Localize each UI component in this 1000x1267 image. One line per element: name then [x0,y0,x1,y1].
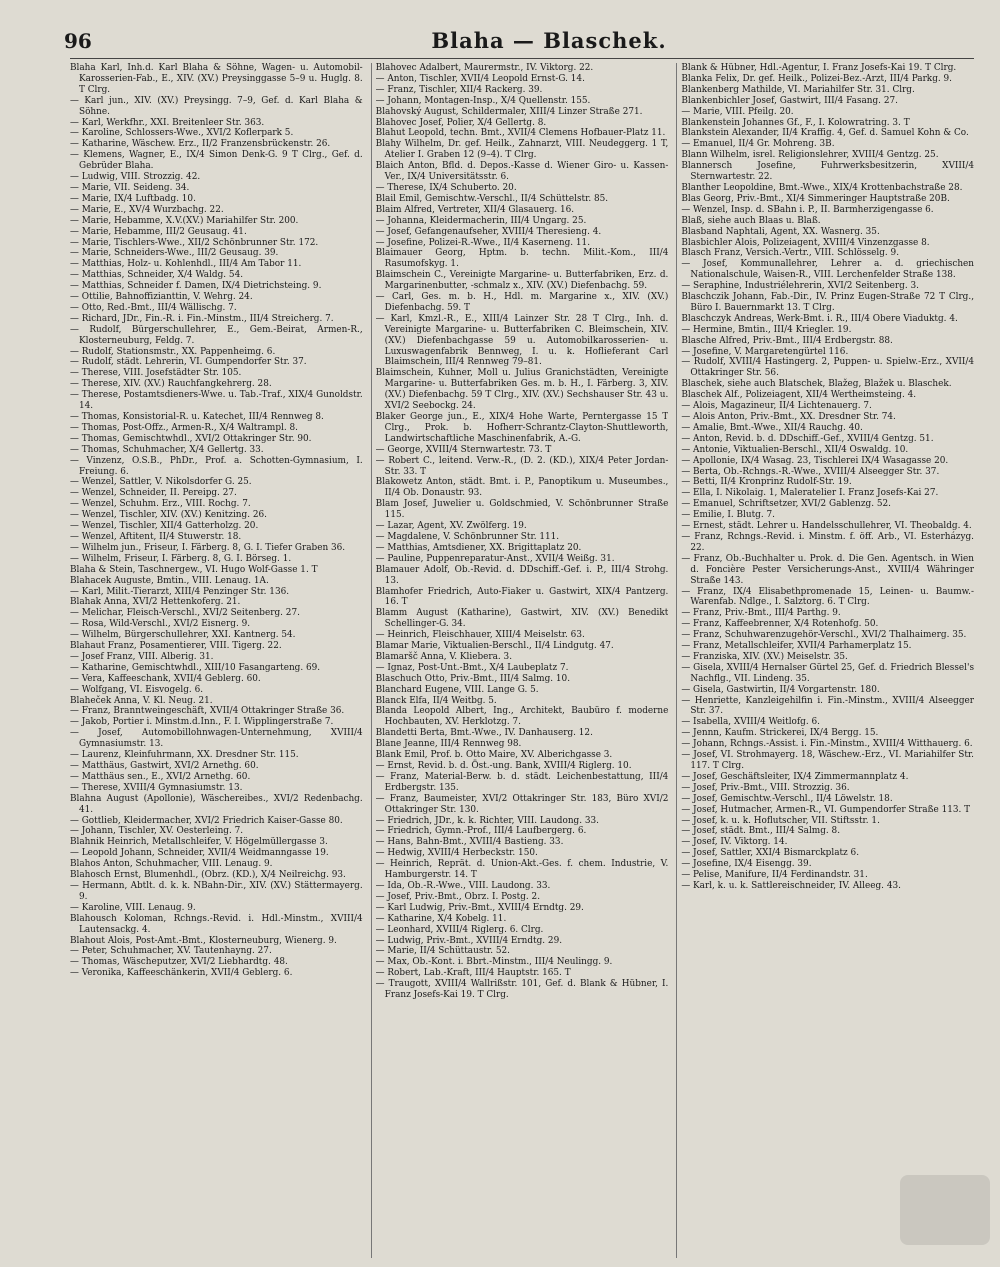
directory-entry: — Ernst, Revid. b. d. Öst.-ung. Bank, XVIII/4 Riglerg. 10. [375,761,632,771]
directory-entry: — Wenzel, Sattler, V. Nikolsdorfer G. 25. [70,477,252,488]
directory-entry: — Hermine, Bmtin., III/4 Kriegler. 19. [681,324,852,335]
directory-entry: — Josef, Hutmacher, Armen-R., VI. Gumpendorfer Straße 113. T [681,804,971,815]
directory-entry: — Josefine, Polizei-R.-Wwe., II/4 Kaserneng. 11. [375,237,591,248]
directory-entry: — Wenzel, Schuhm. Erz., VIII. Rochg. 7. [70,499,251,510]
directory-entry: Blankenstein Johannes Gf., F., I. Kolowratring. 3. T [681,117,910,128]
directory-entry: — Josefine, IX/4 Eisengg. 39. [681,859,812,870]
directory-entry: — Franz, Branntweingeschäft, XVII/4 Ottakringer Straße 36. [70,706,345,717]
directory-entry: — Wenzel, Schneider, II. Pereiрg. 27. [70,488,237,499]
directory-entry: Blank & Hübner, Hdl.-Agentur, I. Franz Josefs-Kai 19. T Clrg. [681,63,957,73]
directory-entry: — Traugott, XVIII/4 Wallrißstr. 101, Gef. d. Blank & Hübner, I. Franz Josefs-Kai 19. T Clrg. [375,979,669,1001]
directory-entry: Blamhofer Friedrich, Auto-Fiaker u. Gastwirt, XIX/4 Pantzerg. 16. T [375,586,669,608]
page-number: 96 [64,29,92,53]
directory-entry: — Thomas, Schuhmacher, X/4 Gellertg. 33. [70,444,264,455]
page-header [64,28,974,59]
directory-entry: — Katharine, X/4 Kobelg. 11. [375,913,507,924]
directory-entry: — Emanuel, II/4 Gr. Mohreng. 3B. [681,139,835,150]
directory-entry: Blaschuch Otto, Priv.-Bmt., III/4 Salmg. 10. [375,673,571,684]
directory-entry: Blahovský August, Schildermaler, XIII/4 Linzer Straße 271. [375,106,643,117]
directory-entry: — Richard, JDr., Fin.-R. i. Fin.-Minstm., III/4 Streicherg. 7. [70,313,334,324]
directory-entry: — Katharine, Gemischtwhdl., XIII/10 Fasangarteng. 69. [70,662,321,673]
directory-entry: — Josef, Kommunallehrer, Lehrer a. d. griechischen Nationalschule, Waisen-R., VIII. Lerchenfelder Straße 138. [681,259,975,281]
directory-entry: — Franz, Metallschleifer, XVII/4 Parhamerplatz 15. [681,641,912,652]
directory-entry: — Josef, Priv.-Bmt., VIII. Strozzig. 36. [681,782,850,793]
directory-entry: — Johann, Tischler, XV. Oesterleing. 7. [70,826,244,837]
directory-entry: — Alois, Magazineur, II/4 Lichtenauerg. 7. [681,401,872,412]
directory-entry: — Anton, Tischler, XVII/4 Leopold Ernst-G. 14. [375,73,585,84]
directory-entry: — Robert, Lab.-Kraft, III/4 Hauptstr. 165. T [375,968,571,979]
directory-entry: — Marie, Hebamme, III/2 Geusaug. 41. [70,226,247,237]
directory-entry: — Ernest, städt. Lehrer u. Handelsschullehrer, VI. Theobaldg. 4. [681,521,972,532]
directory-entry: — Karl, Werkfhr., XXI. Breitenleer Str. 363. [70,117,265,128]
directory-entry: — Seraphine, Industriélehrerin, XVI/2 Seitenberg. 3. [681,281,919,292]
directory-entry: — Wenzel, Insp. d. SBahn i. P., II. Barmherzigengasse 6. [681,204,934,215]
directory-entry: — Magdalene, V. Schönbrunner Str. 111. [375,531,560,542]
directory-entry: Blahovec Adalbert, Maurermstr., IV. Viktorg. 22. [375,63,594,73]
directory-entry: — Heinrich, Reprät. d. Union-Akt.-Ges. f. chem. Industrie, V. Hamburgerstr. 14. T [375,859,669,881]
directory-entry: — Josef, IV. Viktorg. 14. [681,837,788,848]
directory-entry: — Wolfgang, VI. Eisvogelg. 6. [70,684,204,695]
directory-entry: Blasband Naphtali, Agent, XX. Wasnerg. 35. [681,226,880,237]
directory-entry: Blahovec Josef, Polier, X/4 Gellertg. 8. [375,117,547,128]
directory-entry: — Josef, Gemischtw.-Verschl., II/4 Löwelstr. 18. [681,793,893,804]
directory-entry: — Isabella, XVIII/4 Weitlofg. 6. [681,717,820,728]
directory-entry: — Matthias, Schneider f. Damen, IX/4 Dietrichsteing. 9. [70,281,322,292]
directory-entry: — Johann, Montagen-Insp., X/4 Quellenstr. 155. [375,95,591,106]
directory-entry: — Jakob, Portier i. Minstm.d.Inn., F. I. Wipplingerstraße 7. [70,717,334,728]
directory-entry: — Vinzenz, O.S.B., PhDr., Prof. a. Schotten-Gymnasium, I. Freiung. 6. [70,455,363,477]
directory-entry: Blankstein Alexander, II/4 Kraffig. 4, Gef. d. Samuel Kohn & Co. [681,128,969,139]
directory-entry: — Rudolf, XVIII/4 Hastingerg. 2, Puppen- u. Spielw.-Erz., XVII/4 Ottakringer Str. 56. [681,357,975,379]
directory-entry: — Friedrich, Gymn.-Prof., III/4 Laufbergerg. 6. [375,826,587,837]
directory-entry: Blaschek Alf., Polizeiagent, XII/4 Wertheimsteing. 4. [681,390,917,401]
directory-entry: — Karl, k. u. k. Sattlereischneider, IV. Alleeg. 43. [681,880,901,891]
directory-entry: Blanck Elfa, II/4 Weitbg. 5. [375,695,497,706]
directory-entry: Blahaut Franz, Posamentierer, VIII. Tigerg. 22. [70,641,282,652]
directory-entry: — Anton, Revid. b. d. DDschiff.-Gef., XVIII/4 Gentzg. 51. [681,433,934,444]
directory-entry: — Rudolf, städt. Lehrerin, VI. Gumpendorfer Str. 37. [70,357,307,368]
directory-entry: Blahy Wilhelm, Dr. gef. Heilk., Zahnarzt, VIII. Neudeggerg. 1 T, Atelier I. Graben 12 (9–4). T Clrg. [375,139,669,161]
column-middle [371,63,669,1258]
directory-entry: Blann Wilhelm, isrel. Religionslehrer, XVIII/4 Gentzg. 25. [681,150,939,161]
directory-entry: — Matthias, Amtsdiener, XX. Brigittaplatz 20. [375,542,582,553]
directory-entry: — Therese, XVIII/4 Gymnasiumstr. 13. [70,782,243,793]
directory-entry: — Josef, Gefangenaufseher, XVIII/4 Theresieng. 4. [375,226,602,237]
directory-entry: — Thomas, Post-Offz., Armen-R., X/4 Waltrampl. 8. [70,422,298,433]
directory-entry: — Emilie, I. Blutg. 7. [681,510,775,521]
directory-entry: — Leonhard, XVIII/4 Riglerg. 6. Clrg. [375,924,544,935]
directory-entry: — Johanna, Kleidermacherin, III/4 Ungarg. 25. [375,215,587,226]
directory-entry: — Therese, XIV. (XV.) Rauchfangkehrerg. 28. [70,379,272,390]
directory-entry: — Franz, Material-Berw. b. d. städt. Leichenbestattung, III/4 Erdbergstr. 135. [375,771,669,793]
directory-entry: — Laurenz, Kleinfuhrmann, XX. Dresdner Str. 115. [70,750,299,761]
directory-entry: — Thomas, Gemischtwhdl., XVI/2 Ottakringer Str. 90. [70,433,312,444]
directory-entry: — Josef, Priv.-Bmt., Obrz. I. Postg. 2. [375,891,541,902]
directory-entry: — Wenzel, Aftitent, II/4 Stuwerstr. 18. [70,531,242,542]
directory-entry: — Veronika, Kaffeeschänkerin, XVII/4 Geblerg. 6. [70,968,293,979]
directory-entry: Blaimschein C., Vereinigte Margarine- u. Butterfabriken, Erz. d. Margarinenbutter, -schmalz x., XIV. (XV.) Diefenbachg. 59. [375,270,669,292]
directory-entry: — Franz, Baumeister, XVI/2 Ottakringer Str. 183, Büro XVI/2 Ottakringer Str. 130. [375,793,669,815]
directory-entry: — Josef, VI. Strohmayerg. 18, Wäschew.-Erz., VI. Mariahilfer Str. 117. T Clrg. [681,750,975,771]
directory-entry: Blamaršč Anna, V. Kliebera. 3. [375,651,513,662]
page-title: Blaha — Blaschek. [431,28,667,53]
directory-entry: Blannersch Josefine, Fuhrwerksbesitzerin, XVIII/4 Sternwartestr. 22. [681,161,975,183]
directory-entry: — Karl Ludwig, Priv.-Bmt., XVIII/4 Erndtg. 29. [375,902,584,913]
directory-entry: Blamauer Adolf, Ob.-Revid. d. DDschiff.-Gef. i. P., III/4 Strohg. 13. [375,564,669,586]
directory-entry: — Thomas, Wäscheputzer, XVI/2 Liebhardtg. 48. [70,957,288,968]
directory-entry: — Rosa, Wild-Verschl., XVI/2 Eisnerg. 9. [70,619,251,630]
directory-entry: — Berta, Ob.-Rchngs.-R.-Wwe., XVIII/4 Alseegger Str. 37. [681,466,940,477]
directory-entry: Blasche Alfred, Priv.-Bmt., III/4 Erdbergstr. 88. [681,335,893,346]
directory-entry: — Ignaz, Post-Unt.-Bmt., X/4 Laubeplatz 7. [375,662,569,673]
directory-entry: — Marie, Hebamme, X.V.(XV.) Mariahilfer Str. 200. [70,215,299,226]
directory-entry: — Franz, Ob.-Buchhalter u. Prok. d. Die Gen. Agentsch. in Wien d. Foncière Pester Versicherungs-Anst., XVIII/4 Währinger Straße 143. [681,553,975,586]
directory-entry: Blaschczik Johann, Fab.-Dir., IV. Prinz Eugen-Straße 72 T Clrg., Büro I. Bauernmarkt 13. T Clrg. [681,292,975,313]
directory-entry: Blasch Franz, Versich.-Vertr., VIII. Schlösselg. 9. [681,248,900,259]
directory-entry: — Wilhelm, Bürgerschullehrer, XXI. Kantnerg. 54. [70,630,296,641]
directory-entry: — Antonie, Viktualien-Berschl., XII/4 Oswaldg. 10. [681,444,909,455]
directory-entry: — Josef, Geschäftsleiter, IX/4 Zimmermannplatz 4. [681,771,909,782]
directory-entry: Blaimschein, Kuhner, Moll u. Julius Granichstädten, Vereinigte Margarine- u. Butterfabriken Ges. m. b. H., I. Färberg. 3, XIV. (XV.) Diefenbachg. 59 T Clrg., XIV. (XV.) Sechshauser Str. 43 u. XVI/2 Seebockg. 24. [375,368,669,412]
directory-entry: — George, XVIII/4 Sternwartestr. 73. T [375,444,552,455]
directory-entry: — Katharine, Wäschew. Erz., II/2 Franzensbrückenstr. 26. [70,139,331,150]
directory-entry: — Franz, Kaffeebrenner, X/4 Rotenhofg. 50. [681,619,879,630]
directory-entry: — Marie, Tischlers-Wwe., XII/2 Schönbrunner Str. 172. [70,237,319,248]
directory-entry: — Marie, IX/4 Luftbadg. 10. [70,193,196,204]
directory-entry: Blam Josef, Juwelier u. Goldschmied, V. Schönbrunner Straße 115. [375,499,669,521]
directory-entry: — Hedwig, XVIII/4 Herbeckstr. 150. [375,848,538,859]
paper-stain [900,1175,990,1245]
directory-entry: — Karl, Kmzl.-R., E., XIII/4 Lainzer Str. 28 T Clrg., Inh. d. Vereinigte Margarine- u. Butterfabriken C. Bleimschein, XIV. (XV.) Diefenbachgasse 59 u. Automobilkarosserien- u. Luxuswagenfabrik Bennweg, I. u. k. Hoflieferant Carl Blaimschein, III/4 Rennweg 79–81. [375,313,669,368]
directory-entry: Blanther Leopoldine, Bmt.-Wwe., XIX/4 Krottenbachstraße 28. [681,182,963,193]
directory-entry: Blankenberg Mathilde, VI. Mariahilfer Str. 31. Clrg. [681,84,915,95]
directory-entry: — Ludwig, Priv.-Bmt., XVIII/4 Erndtg. 29. [375,935,563,946]
directory-entry: — Franz, Schuhwarenzugehör-Verschl., XVI/2 Thalhaimerg. 35. [681,630,967,641]
directory-entry: Blaim Alfred, Vertreter, XII/4 Glasauerg. 16. [375,204,575,215]
directory-entry: Blanda Leopold Albert, Ing., Architekt, Baubüro f. moderne Hochbauten, XV. Herklotzg. 7. [375,706,669,728]
directory-entry: — Wenzel, Tischler, XIV. (XV.) Kenitzing. 26. [70,510,267,521]
directory-entry: — Pauline, Puppenreparatur-Anst., XVII/4 Weißg. 31. [375,553,615,564]
directory-entry: — Hermann, Abtlt. d. k. k. NBahn-Dir., XIV. (XV.) Stättermayerg. 9. [70,880,363,902]
directory-entry: — Alois Anton, Priv.-Bmt., XX. Dresdner Str. 74. [681,412,896,422]
directory-entry: Blahna August (Apollonie), Wäschereibes., XVI/2 Redenbachg. 41. [70,793,363,815]
directory-entry: — Therese, Postamtsdieners-Wwe. u. Tab.-Traf., XIX/4 Gunoldstr. 14. [70,390,363,412]
directory-entry: — Franz, Tischler, XII/4 Rackerg. 39. [375,84,543,95]
directory-entry: — Otto, Red.-Bmt., III/4 Wällischg. 7. [70,302,237,313]
directory-entry: — Josef Franz, VIII. Alberig. 31. [70,651,214,662]
directory-entry: Blaschczyk Andreas, Werk-Bmt. i. R., III/4 Obere Viaduktg. 4. [681,313,958,324]
directory-entry: — Henriette, Kanzleigehilfin i. Fin.-Minstm., XVIII/4 Alseegger Str. 37. [681,695,975,717]
directory-entry: — Therese, VIII. Josefstädter Str. 105. [70,368,242,379]
directory-entry: Blaschek, siehe auch Blatschek, Blažeg, Blažek u. Blaschek. [681,379,952,390]
directory-entry: Blaich Anton, Bfld. d. Depos.-Kasse d. Wiener Giro- u. Kassen-Ver., IX/4 Universitätsstr. 6. [375,161,669,183]
directory-entry: — Amalie, Bmt.-Wwe., XII/4 Rauchg. 40. [681,422,863,433]
directory-entry: — Karoline, VIII. Lenaug. 9. [70,902,196,913]
directory-entry: — Peter, Schuhmacher, XV. Tautenhayng. 27. [70,946,272,957]
directory-entry: Blamm August (Katharine), Gastwirt, XIV. (XV.) Benedikt Schellinger-G. 34. [375,608,669,630]
directory-entry: Blahout Alois, Post-Amt.-Bmt., Klosterneuburg, Wienerg. 9. [70,935,337,946]
directory-entry: — Karoline, Schlossers-Wwe., XVI/2 Koflerpark 5. [70,128,294,139]
directory-entry: Blaheček Anna, V. Kl. Neug. 21. [70,695,213,706]
directory-entry: Blas Georg, Priv.-Bmt., XI/4 Simmeringer Hauptstraße 20B. [681,193,950,204]
directory-entry: — Gisela, Gastwirtin, II/4 Vorgartenstr. 180. [681,684,880,695]
directory-entry: Blahut Leopold, techn. Bmt., XVII/4 Clemens Hofbauer-Platz 11. [375,128,666,139]
directory-entry: Blankenbichler Josef, Gastwirt, III/4 Fasang. 27. [681,95,898,106]
directory-entry: — Franz, Rchngs.-Revid. i. Minstm. f. öff. Arb., VI. Esterházyg. 22. [681,531,975,553]
directory-entry: — Pelise, Manifure, II/4 Ferdinandstr. 31. [681,870,868,881]
directory-entry: Blasbichler Alois, Polizeiagent, XVIII/4 Vinzenzgasse 8. [681,237,930,248]
directory-entry: Blahosch Ernst, Blumenhdl., (Obrz. (KD.), X/4 Neilreichg. 93. [70,870,346,881]
directory-entry: Blandetti Berta, Bmt.-Wwe., IV. Danhauserg. 12. [375,728,593,739]
directory-entry: — Thomas, Konsistorial-R. u. Katechet, III/4 Rennweg 8. [70,412,324,422]
directory-entry: Blahos Anton, Schuhmacher, VIII. Lenaug. 9. [70,859,273,870]
directory-entry: — Josef, Sattler, XXI/4 Bismarckplatz 6. [681,848,860,859]
directory-entry: — Rudolf, Bürgerschullehrer, E., Gem.-Beirat, Armen-R., Klosterneuburg, Feldg. 7. [70,324,363,346]
directory-columns [70,63,974,1258]
directory-entry: — Betti, II/4 Kronprinz Rudolf-Str. 19. [681,477,852,488]
directory-entry: — Gottlieb, Kleidermacher, XVI/2 Friedrich Kaiser-Gasse 80. [70,815,343,826]
directory-entry: — Matthias, Schneider, X/4 Waldg. 54. [70,270,244,281]
directory-entry: Blahak Anna, XVI/2 Hettenkoferg. 21. [70,597,241,608]
directory-entry: Blanka Felix, Dr. gef. Heilk., Polizei-Bez.-Arzt, III/4 Parkg. 9. [681,73,952,84]
directory-entry: — Ella, I. Nikolaig. 1, Maleratelier I. Franz Josefs-Kai 27. [681,488,939,499]
directory-entry: — Marie, II/4 Schüttaustr. 52. [375,946,510,957]
directory-entry: — Ottilie, Bahnoffizianttin, V. Wehrg. 24. [70,292,253,303]
directory-entry: — Apollonie, IX/4 Wasag. 23, Tischlerei IX/4 Wasagasse 20. [681,455,949,466]
directory-entry: — Leopold Johann, Schneider, XVII/4 Weidmanngasse 19. [70,848,329,859]
directory-entry: — Klemens, Wagner, E., IX/4 Simon Denk-G. 9 T Clrg., Gef. d. Gebrüder Blaha. [70,150,363,172]
directory-entry: — Jennn, Kaufm. Strickerei, IX/4 Bergg. 15. [681,728,879,739]
directory-entry: — Rudolf, Stationsmstr., XX. Pappenheimg. 6. [70,346,276,357]
directory-entry: Blakowetz Anton, städt. Bmt. i. P., Panoptikum u. Museumbes., II/4 Ob. Donaustr. 93. [375,477,669,499]
directory-entry: Blahousch Koloman, Rchngs.-Revid. i. Hdl.-Minstm., XVIII/4 Lautensackg. 4. [70,913,363,935]
directory-entry: — Karl jun., XIV. (XV.) Preysingg. 7–9, Gef. d. Karl Blaha & Söhne. [70,95,363,117]
directory-entry: — Wilhelm jun., Friseur, I. Färberg. 8, G. I. Tiefer Graben 36. [70,542,346,553]
directory-entry: — Marie, Schneiders-Wwe., III/2 Geusaug. 39. [70,248,279,259]
directory-entry: — Friedrich, JDr., k. k. Richter, VIII. Laudong. 33. [375,815,599,826]
directory-entry: Blane Jeanne, III/4 Rennweg 98. [375,739,522,750]
directory-entry: — Josef, städt. Bmt., III/4 Salmg. 8. [681,826,841,837]
directory-entry: — Therese, IX/4 Schuberto. 20. [375,182,517,193]
directory-entry: — Carl, Ges. m. b. H., Hdl. m. Margarine x., XIV. (XV.) Diefenbachg. 59. T [375,292,669,313]
directory-entry: — Ludwig, VIII. Strozzig. 42. [70,172,201,183]
directory-entry: — Vera, Kaffeeschank, XVII/4 Geblerg. 60. [70,673,261,684]
directory-entry: — Franziska, XIV. (XV.) Meiselstr. 35. [681,651,848,662]
column-left [70,63,363,1258]
directory-entry: Blahnik Heinrich, Metallschleifer, V. Högelmüllergasse 3. [70,837,328,848]
directory-entry: — Heinrich, Fleischhauer, XIII/4 Meiselstr. 63. [375,630,585,641]
directory-entry: — Wenzel, Tischler, XII/4 Gatterholzg. 20. [70,521,259,532]
directory-entry: — Karl, Milit.-Tierarzt, XIII/4 Penzinger Str. 136. [70,586,290,597]
directory-entry: — Josefine, V. Margaretengürtel 116. [681,346,849,357]
directory-entry: — Emanuel, Schriftsetzer, XVI/2 Gablenzg. 52. [681,499,891,510]
directory-entry: — Franz, IX/4 Elisabethpromenade 15, Leinen- u. Baumw.-Warenfab. Ndlge., I. Salztorg. 6. T Clrg. [681,586,975,608]
directory-entry: Blahacek Auguste, Bmtin., VIII. Lenaug. 1A. [70,575,269,586]
directory-entry: Blanchard Eugene, VIII. Lange G. 5. [375,684,539,695]
directory-entry: Blail Emil, Gemischtw.-Verschl., II/4 Schüttelstr. 85. [375,193,609,204]
directory-entry: Blank Emil, Prof. b. Otto Maire, XV. Alberichgasse 3. [375,750,613,761]
directory-entry: — Marie, E., XV/4 Wurzbachg. 22. [70,204,224,215]
directory-entry: Blaker George jun., E., XIX/4 Hohe Warte, Perntergasse 15 T Clrg., Prok. b. Hofherr-Schrantz-Clayton-Shuttleworth, Landwirtschaftliche Maschinenfabrik, A.-G. [375,412,669,444]
directory-entry: — Franz, Priv.-Bmt., III/4 Parthg. 9. [681,608,841,619]
directory-entry: — Robert C., leitend. Verw.-R., (D. 2. (KD.), XIX/4 Peter Jordan-Str. 33. T [375,455,669,477]
directory-entry: Blaha & Stein, Taschnergew., VI. Hugo Wolf-Gasse 1. T [70,564,318,575]
directory-entry: — Matthäus, Gastwirt, XVI/2 Arnethg. 60. [70,761,259,771]
directory-entry: — Josef, k. u. k. Hoflutscher, VII. Stiftsstr. 1. [681,815,880,826]
directory-entry: — Marie, VII. Seideng. 34. [70,182,190,193]
directory-entry: Blamar Marie, Viktualien-Berschl., II/4 Lindgutg. 47. [375,641,614,652]
directory-entry: — Melichar, Fleisch-Verschl., XVI/2 Seitenberg. 27. [70,608,300,619]
directory-entry: — Max, Ob.-Kont. i. Bbrt.-Minstm., III/4 Neulingg. 9. [375,957,613,968]
directory-entry: Blaß, siehe auch Blaas u. Blaß. [681,215,821,226]
directory-entry: — Johann, Rchngs.-Assist. i. Fin.-Minstm., XVIII/4 Witthauerg. 6. [681,739,973,750]
directory-entry: Blaimauer Georg, Hptm. b. techn. Milit.-Kom., III/4 Rasumofskyg. 1. [375,248,669,270]
directory-entry: Blaha Karl, Inh.d. Karl Blaha & Söhne, Wagen- u. Automobil-Karosserien-Fab., E., XIV. (XV.) Preysinggasse 5–9 u. Huglg. 8. T Clrg. [70,63,363,95]
directory-entry: — Matthäus sen., E., XVI/2 Arnethg. 60. [70,771,251,782]
directory-entry: — Matthias, Holz- u. Kohlenhdl., III/4 Am Tabor 11. [70,259,302,270]
directory-entry: — Ida, Ob.-R.-Wwe., VIII. Laudong. 33. [375,880,551,891]
directory-entry: — Gisela, XVIII/4 Hernalser Gürtel 25, Gef. d. Friedrich Blessel's Nachflg., VII. Lindeng. 35. [681,662,975,684]
directory-entry: — Lazar, Agent, XV. Zwölferg. 19. [375,521,527,532]
directory-entry: — Hans, Bahn-Bmt., XVIII/4 Bastieng. 33. [375,837,564,848]
directory-entry: — Wilhelm, Friseur, I. Färberg. 8, G. I. Börseg. 1. [70,553,292,564]
directory-entry: — Josef, Automobillohnwagen-Unternehmung, XVIII/4 Gymnasiumstr. 13. [70,728,363,750]
directory-entry: — Marie, VIII. Pfeilg. 20. [681,106,794,117]
column-right [676,63,974,1258]
